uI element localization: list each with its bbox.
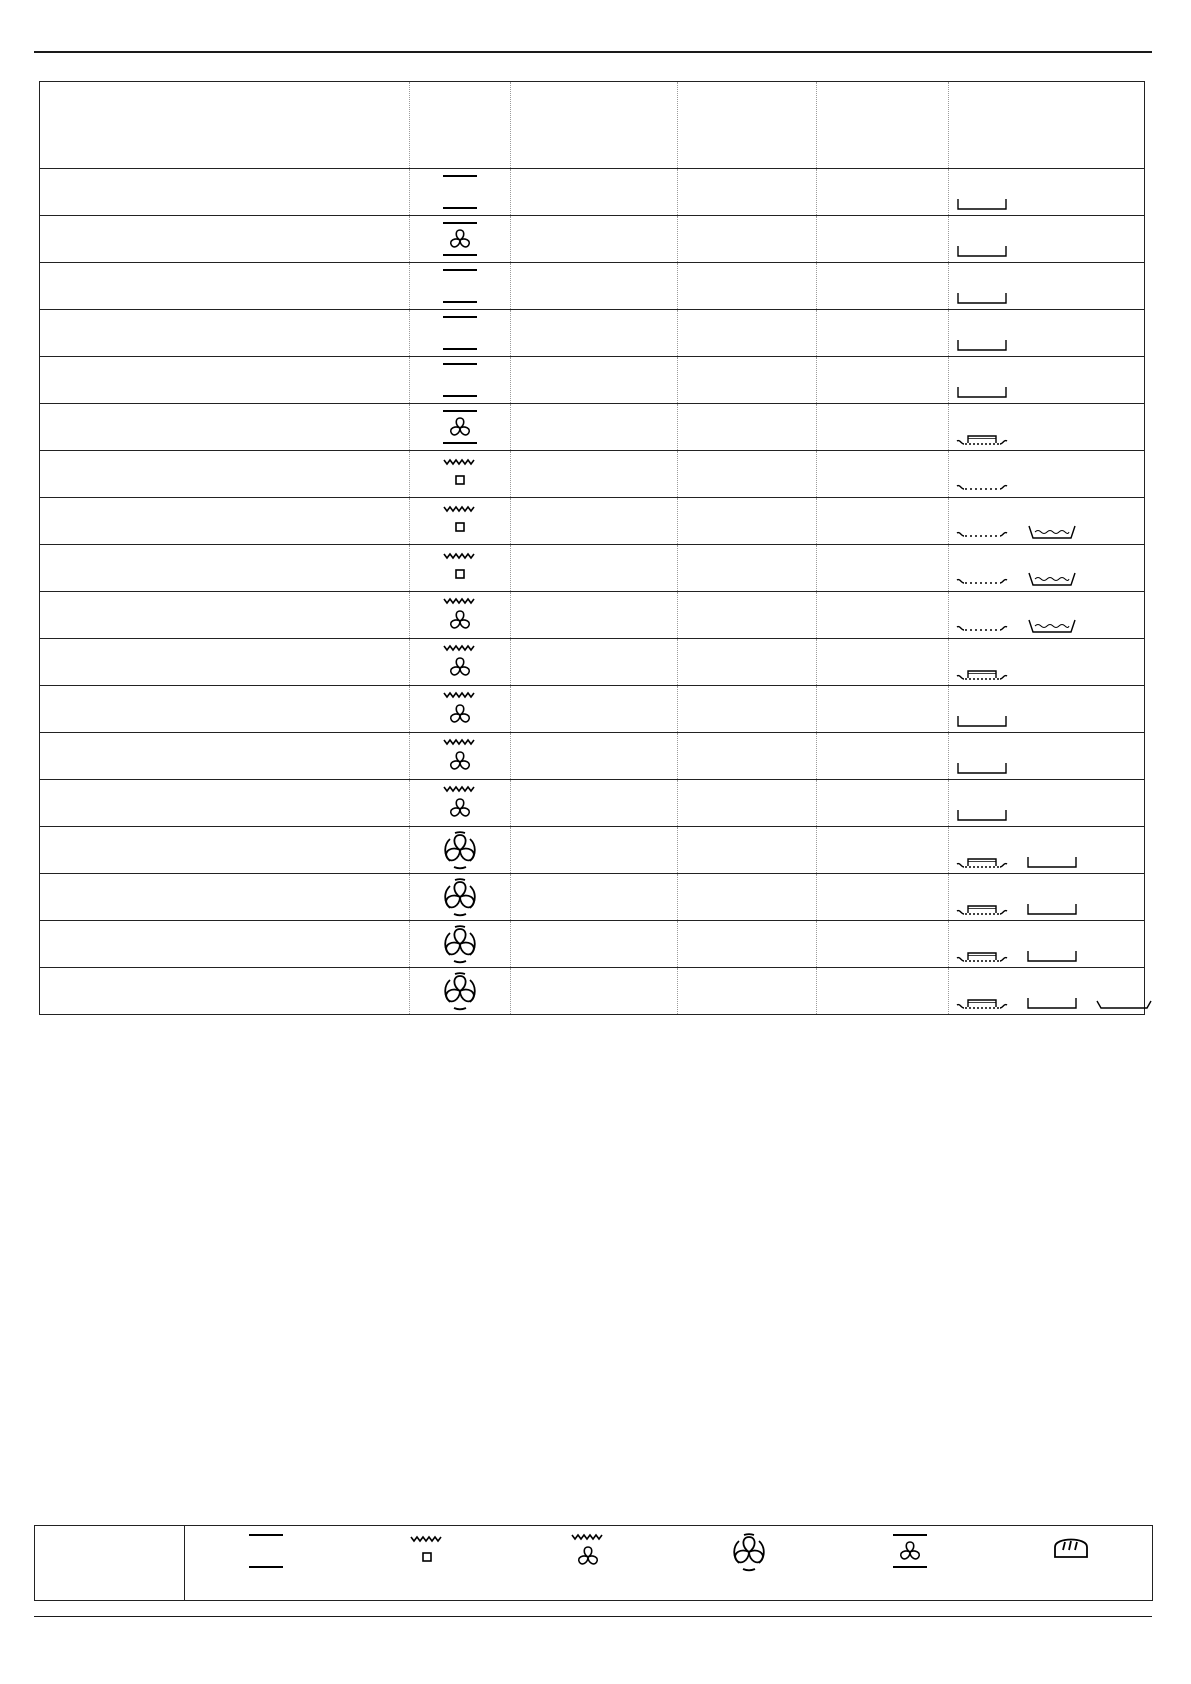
empty-cell (511, 592, 678, 639)
accessory-cell (949, 780, 1145, 827)
food-label (40, 655, 46, 669)
grill-small-icon (405, 1531, 449, 1571)
table-header-cell (40, 82, 410, 169)
accessory-cell (949, 310, 1145, 357)
accessory-cell (949, 968, 1145, 1015)
wire-rack-with-pan-icon (955, 431, 1009, 447)
empty-cell (511, 310, 678, 357)
top-bottom-heat-icon (410, 313, 510, 353)
baking-tray-icon (1025, 901, 1079, 917)
empty-cell (511, 404, 678, 451)
food-label (40, 890, 46, 904)
food-label (40, 279, 46, 293)
cooking-table (39, 81, 1145, 1015)
empty-cell (817, 827, 949, 874)
accessory-cell (949, 498, 1145, 545)
mode-cell (410, 639, 511, 686)
food-label-cell (40, 592, 410, 639)
hot-air-fan-icon (410, 923, 510, 965)
food-label-cell (40, 921, 410, 968)
header-label (511, 118, 517, 132)
accessory-cell (949, 921, 1145, 968)
food-label (40, 749, 46, 763)
baking-tray-icon (1025, 995, 1079, 1011)
hot-air-fan-icon (727, 1531, 771, 1573)
hot-air-fan-icon (410, 970, 510, 1012)
baking-tray-icon (955, 243, 1009, 259)
wire-rack-with-pan-icon (955, 901, 1009, 917)
grill-small-icon (410, 548, 510, 588)
empty-cell (678, 874, 817, 921)
grill-fan-icon (410, 642, 510, 682)
food-label (40, 232, 46, 246)
food-label-cell (40, 733, 410, 780)
food-label-cell (40, 686, 410, 733)
mode-cell (410, 968, 511, 1015)
empty-cell (678, 263, 817, 310)
accessory-cell (949, 263, 1145, 310)
food-label (40, 420, 46, 434)
table-header-cell (949, 82, 1145, 169)
food-label (40, 326, 46, 340)
wire-rack-with-pan-icon (955, 666, 1009, 682)
baking-tray-icon (955, 760, 1009, 776)
table-row (40, 216, 1145, 263)
accessory-cell (949, 827, 1145, 874)
grill-small-icon (410, 501, 510, 541)
top-bottom-heat-icon (410, 172, 510, 212)
food-label-cell (40, 545, 410, 592)
accessory-cell (949, 874, 1145, 921)
empty-cell (678, 639, 817, 686)
food-label-cell (40, 169, 410, 216)
food-label-cell (40, 216, 410, 263)
mode-cell (410, 874, 511, 921)
table-row (40, 827, 1145, 874)
empty-cell (511, 498, 678, 545)
mode-cell (410, 921, 511, 968)
food-label (40, 796, 46, 810)
empty-cell (511, 921, 678, 968)
grill-fan-icon (410, 783, 510, 823)
table-row (40, 498, 1145, 545)
food-label (40, 843, 46, 857)
accessory-cell (949, 733, 1145, 780)
table-row (40, 404, 1145, 451)
empty-cell (511, 451, 678, 498)
empty-cell (678, 733, 817, 780)
legend-table (34, 1525, 1153, 1601)
empty-cell (817, 263, 949, 310)
mode-cell (410, 733, 511, 780)
accessory-cell (949, 686, 1145, 733)
top-rule (34, 51, 1152, 53)
empty-cell (678, 357, 817, 404)
hot-air-fan-icon (410, 876, 510, 918)
table-row (40, 310, 1145, 357)
food-label-cell (40, 451, 410, 498)
flat-tray-icon (1095, 995, 1153, 1011)
baking-tray-icon (1025, 854, 1079, 870)
baking-tray-icon (955, 196, 1009, 212)
top-bottom-heat-icon (410, 360, 510, 400)
grill-fan-icon (566, 1531, 610, 1571)
empty-cell (817, 733, 949, 780)
table-header-row (40, 82, 1145, 169)
mode-cell (410, 545, 511, 592)
empty-cell (678, 686, 817, 733)
food-label-cell (40, 310, 410, 357)
wire-rack-icon (955, 619, 1009, 635)
food-label-cell (40, 263, 410, 310)
table-header-cell (410, 82, 511, 169)
empty-cell (511, 263, 678, 310)
empty-cell (511, 968, 678, 1015)
food-label-cell (40, 968, 410, 1015)
empty-cell (817, 545, 949, 592)
baking-tray-icon (955, 384, 1009, 400)
empty-cell (817, 404, 949, 451)
mode-cell (410, 310, 511, 357)
empty-cell (817, 639, 949, 686)
food-label (40, 373, 46, 387)
accessory-cell (949, 639, 1145, 686)
food-label-cell (40, 498, 410, 545)
header-label (678, 118, 684, 132)
table-header-cell (511, 82, 678, 169)
grill-fan-icon (410, 689, 510, 729)
legend-symbols-cell (185, 1526, 1153, 1601)
food-label-cell (40, 780, 410, 827)
wire-rack-icon (955, 525, 1009, 541)
food-label (40, 467, 46, 481)
empty-cell (817, 216, 949, 263)
empty-cell (678, 451, 817, 498)
accessory-cell (949, 451, 1145, 498)
empty-cell (817, 357, 949, 404)
food-label (40, 702, 46, 716)
wire-rack-icon (955, 572, 1009, 588)
empty-cell (678, 404, 817, 451)
food-label (40, 185, 46, 199)
legend-label-cell (35, 1526, 185, 1601)
accessory-cell (949, 216, 1145, 263)
drip-pan-water-icon (1025, 523, 1079, 541)
drip-pan-water-icon (1025, 570, 1079, 588)
food-label (40, 608, 46, 622)
empty-cell (511, 216, 678, 263)
grill-fan-icon (410, 736, 510, 776)
empty-cell (678, 216, 817, 263)
empty-cell (817, 169, 949, 216)
top-bottom-heat-icon (244, 1531, 288, 1571)
bottom-rule (34, 1616, 1152, 1617)
mode-cell (410, 780, 511, 827)
mode-cell (410, 357, 511, 404)
bread-icon (1049, 1531, 1093, 1563)
drip-pan-water-icon (1025, 617, 1079, 635)
table-row (40, 357, 1145, 404)
table-row (40, 451, 1145, 498)
header-label (40, 118, 46, 132)
mode-cell (410, 451, 511, 498)
hot-air-fan-icon (410, 829, 510, 871)
food-label-cell (40, 827, 410, 874)
table-row (40, 921, 1145, 968)
header-label (817, 118, 823, 132)
empty-cell (511, 874, 678, 921)
top-bottom-heat-fan-icon (410, 219, 510, 259)
food-label-cell (40, 357, 410, 404)
top-bottom-heat-fan-icon (410, 407, 510, 447)
table-row (40, 780, 1145, 827)
empty-cell (678, 592, 817, 639)
empty-cell (678, 498, 817, 545)
accessory-cell (949, 592, 1145, 639)
empty-cell (511, 686, 678, 733)
food-label-cell (40, 404, 410, 451)
food-label (40, 984, 46, 998)
accessory-cell (949, 169, 1145, 216)
wire-rack-with-pan-icon (955, 854, 1009, 870)
header-label (410, 118, 416, 132)
empty-cell (817, 686, 949, 733)
table-row (40, 169, 1145, 216)
table-row (40, 874, 1145, 921)
empty-cell (678, 310, 817, 357)
table-row (40, 263, 1145, 310)
mode-cell (410, 404, 511, 451)
food-label (40, 561, 46, 575)
empty-cell (817, 592, 949, 639)
mode-cell (410, 686, 511, 733)
legend-label (35, 1528, 41, 1542)
empty-cell (511, 780, 678, 827)
baking-tray-icon (1025, 948, 1079, 964)
table-row (40, 968, 1145, 1015)
empty-cell (817, 921, 949, 968)
wire-rack-with-pan-icon (955, 948, 1009, 964)
baking-tray-icon (955, 713, 1009, 729)
table-header-cell (817, 82, 949, 169)
table-row (40, 545, 1145, 592)
baking-tray-icon (955, 337, 1009, 353)
table-row (40, 733, 1145, 780)
table-row (40, 592, 1145, 639)
food-label (40, 514, 46, 528)
food-label (40, 937, 46, 951)
empty-cell (678, 545, 817, 592)
accessory-cell (949, 404, 1145, 451)
empty-cell (817, 874, 949, 921)
table-row (40, 686, 1145, 733)
wire-rack-with-pan-icon (955, 995, 1009, 1011)
empty-cell (511, 545, 678, 592)
empty-cell (678, 921, 817, 968)
accessory-cell (949, 545, 1145, 592)
table-row (40, 639, 1145, 686)
accessory-cell (949, 357, 1145, 404)
empty-cell (678, 169, 817, 216)
food-label-cell (40, 874, 410, 921)
empty-cell (817, 498, 949, 545)
wire-rack-icon (955, 478, 1009, 494)
mode-cell (410, 592, 511, 639)
top-bottom-heat-fan-icon (888, 1531, 932, 1571)
empty-cell (511, 733, 678, 780)
empty-cell (511, 169, 678, 216)
top-bottom-heat-icon (410, 266, 510, 306)
empty-cell (511, 639, 678, 686)
mode-cell (410, 498, 511, 545)
mode-cell (410, 216, 511, 263)
empty-cell (678, 827, 817, 874)
grill-fan-icon (410, 595, 510, 635)
empty-cell (817, 968, 949, 1015)
empty-cell (817, 310, 949, 357)
baking-tray-icon (955, 290, 1009, 306)
empty-cell (817, 451, 949, 498)
header-label (949, 118, 955, 132)
empty-cell (511, 827, 678, 874)
empty-cell (678, 968, 817, 1015)
legend-symbols (185, 1526, 1152, 1573)
mode-cell (410, 263, 511, 310)
empty-cell (678, 780, 817, 827)
grill-small-icon (410, 454, 510, 494)
empty-cell (511, 357, 678, 404)
table-header-cell (678, 82, 817, 169)
mode-cell (410, 827, 511, 874)
baking-tray-icon (955, 807, 1009, 823)
mode-cell (410, 169, 511, 216)
food-label-cell (40, 639, 410, 686)
empty-cell (817, 780, 949, 827)
